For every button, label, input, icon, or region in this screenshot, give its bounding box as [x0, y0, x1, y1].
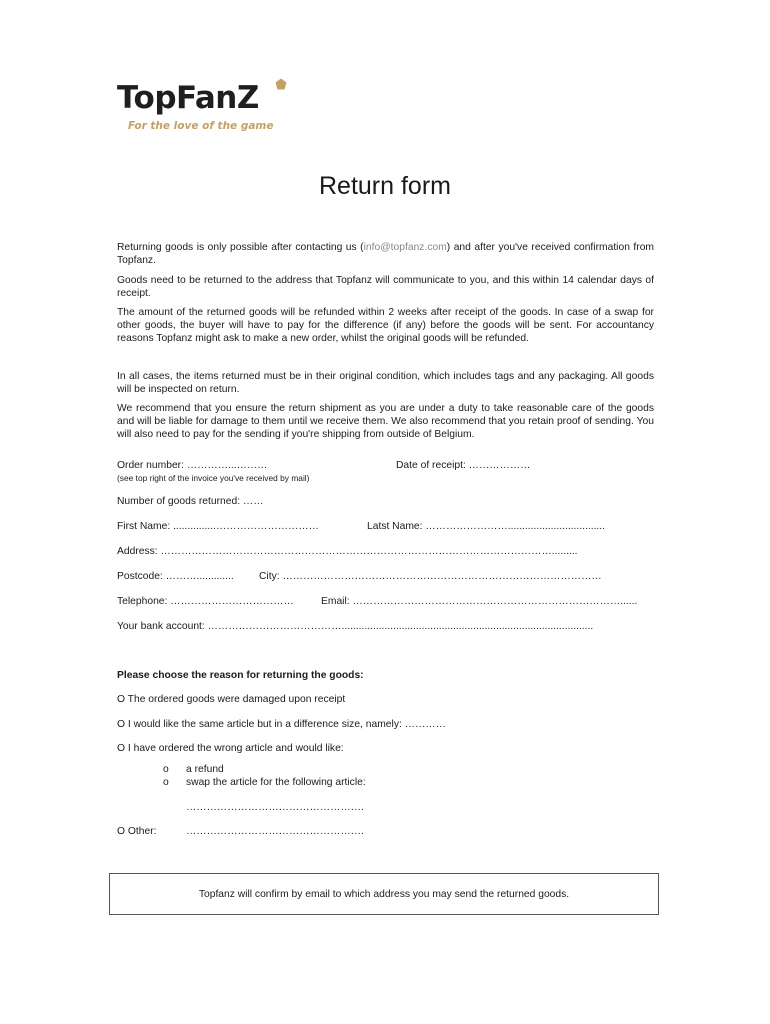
- pentagon-icon: [275, 78, 287, 90]
- swap-article-field[interactable]: …………………………………………….: [186, 802, 364, 813]
- confirmation-notice-box: [109, 873, 659, 915]
- date-of-receipt-field[interactable]: Date of receipt: ………………: [396, 460, 531, 471]
- telephone-field[interactable]: Telephone: ………………………………: [117, 596, 294, 607]
- reason-size-option[interactable]: O I would like the same article but in a difference size, namely: …………: [117, 719, 446, 730]
- intro-paragraph-address: Goods need to be returned to the address that Topfanz will communicate to you, and this within 14 calendar days of receipt.: [117, 275, 654, 299]
- reason-damaged-option[interactable]: O The ordered goods were damaged upon receipt: [117, 694, 346, 705]
- email-link[interactable]: info@topfanz.com: [363, 242, 447, 253]
- contact-text-end: ) and after you've received confirmation from Topfanz.: [117, 242, 655, 266]
- refund-bullet[interactable]: o: [163, 764, 169, 775]
- reason-other-option[interactable]: O Other:: [117, 826, 157, 837]
- address-field[interactable]: Address: …………………………………………………………………………………………………….........: [117, 546, 578, 557]
- page-title: Return form: [319, 172, 451, 200]
- first-name-field[interactable]: First Name: ...............…………………………: [117, 521, 319, 532]
- contact-text-start: Returning goods is only possible after contacting us (: [117, 242, 364, 253]
- refund-option[interactable]: a refund: [186, 764, 224, 775]
- intro-paragraph-condition: In all cases, the items returned must be in their original condition, which includes tags and any packaging. All goods will be inspected on return.: [117, 371, 654, 395]
- city-field[interactable]: City: …………………………………………………………………………………: [259, 571, 602, 582]
- order-number-field[interactable]: Order number: …………...………: [117, 460, 268, 471]
- intro-paragraph-shipping: We recommend that you ensure the return shipment as you are under a duty to take reasonable care of the goods and will be liable for damage to them until we receive them. We also recommend that you retain proof of sending. You will also need to pay for the sending if you're shipping from outside of Belgium.: [117, 403, 654, 440]
- other-reason-field[interactable]: …………………………………………….: [186, 826, 364, 837]
- intro-paragraph-refund: The amount of the returned goods will be refunded within 2 weeks after receipt of the goods. In case of a swap for other goods, the buyer will have to pay for the difference (if any) before the goods will be sent. For accountancy reasons Topfanz might ask to make a new order, whilst the original goods will be refunded.: [117, 307, 654, 344]
- bank-account-field[interactable]: Your bank account: …………………………………........................................................................................: [117, 621, 594, 632]
- swap-bullet[interactable]: o: [163, 777, 169, 788]
- number-returned-field[interactable]: Number of goods returned: ……: [117, 496, 264, 507]
- intro-paragraph-contact: [117, 241, 654, 267]
- order-number-hint: (see top right of the invoice you've received by mail): [117, 473, 310, 483]
- topfanz-logo: [117, 78, 292, 138]
- last-name-field[interactable]: Latst Name: ……………………..................................: [367, 521, 606, 532]
- email-field[interactable]: Email: ……………………………………………………………………......: [321, 596, 638, 607]
- logo-tagline: For the love of the game: [128, 120, 274, 132]
- reasons-heading: Please choose the reason for returning the goods:: [117, 670, 364, 681]
- logo-wordmark: TopFanZ: [117, 80, 259, 116]
- reason-wrong-article-option[interactable]: O I have ordered the wrong article and would like:: [117, 743, 344, 754]
- swap-option[interactable]: swap the article for the following article:: [186, 777, 366, 788]
- confirmation-notice-text: Topfanz will confirm by email to which address you may send the returned goods.: [198, 889, 570, 900]
- postcode-field[interactable]: Postcode: ……….............: [117, 571, 234, 582]
